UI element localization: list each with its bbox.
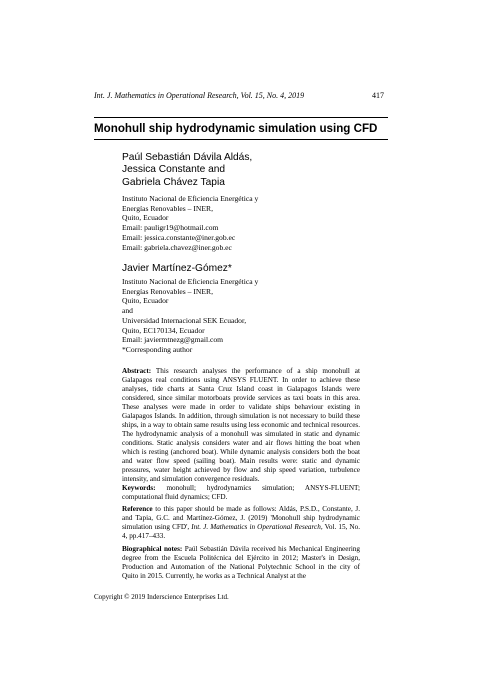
abstract xyxy=(122,367,360,484)
email-line: Email: javiermtnezg@gmail.com xyxy=(122,335,224,345)
abstract-label: Abstract: xyxy=(122,367,152,375)
paper-title: Monohull ship hydrodynamic simulation using CFD xyxy=(94,122,378,135)
affiliation-line: Quito, EC170134, Ecuador xyxy=(122,325,205,335)
affiliation-block xyxy=(122,194,382,252)
title-rule-top xyxy=(94,117,388,118)
title-rule-bottom xyxy=(94,139,388,140)
affiliation-line: Quito, Ecuador xyxy=(122,296,169,306)
email-line: Email: pauligr19@hotmail.com xyxy=(122,223,219,233)
author-line: Jessica Constante and xyxy=(122,164,226,176)
bio-label: Biographical notes: xyxy=(122,545,183,553)
affiliation-line: Quito, Ecuador xyxy=(122,213,169,223)
affiliation-block xyxy=(122,277,382,355)
keywords xyxy=(122,484,360,502)
email-line: Email: gabriela.chavez@iner.gob.ec xyxy=(122,242,232,252)
reference-volume: Vol. 15, No. 4, pp.417–433. xyxy=(122,523,361,540)
affiliation-line: Energías Renovables – INER, xyxy=(122,203,213,213)
author-line: Gabriela Chávez Tapia xyxy=(122,176,225,188)
reference xyxy=(122,505,360,541)
keywords-text: monohull; hydrodynamics simulation; ANSYS-FLUENT; computational fluid dynamics; CFD. xyxy=(122,484,361,501)
reference-journal: Int. J. Mathematics in Operational Research, xyxy=(191,523,323,531)
running-head: Int. J. Mathematics in Operational Research, Vol. 15, No. 4, 2019 xyxy=(94,91,305,100)
bio-text: Paúl Sebastián Dávila received his Mechanical Engineering degree from the Escuela Politécnica del Ejército in 2012; Master's in Design, Production and Automation of the National Polytechnic School in the city of Quito in 2015. Currently, he works as a Technical Analyst at the xyxy=(122,545,361,580)
affiliation-line: and xyxy=(122,306,133,316)
copyright-notice: Copyright © 2019 Inderscience Enterprises Ltd. xyxy=(94,593,229,601)
affiliation-line: Instituto Nacional de Eficiencia Energética y xyxy=(122,277,259,286)
corresponding-author: Javier Martínez-Gómez* xyxy=(122,263,232,274)
author-line: Paúl Sebastián Dávila Aldás, xyxy=(122,152,253,163)
biographical-notes xyxy=(122,545,360,581)
email-line: Email: jessica.constante@iner.gob.ec xyxy=(122,232,236,242)
author-list xyxy=(122,152,252,189)
keywords-label: Keywords: xyxy=(122,484,156,492)
reference-text: to this paper should be made as follows: Aldás, P.S.D., Constante, J. and Tapia, G.C. and Martínez-Gómez, J. (2019) 'Monohull ship hydrodynamic simulation using CFD', xyxy=(122,505,361,531)
page-number: 417 xyxy=(372,91,384,100)
affiliation-line: Instituto Nacional de Eficiencia Energética y xyxy=(122,194,259,203)
abstract-text: This research analyses the performance of a ship monohull at Galapagos real conditions using ANSYS FLUENT. In order to achieve these analyses, tide charts at Santa Cruz Island coast in Galapagos Islands were considered, since similar motorboats provide services as taxi boats in this area. These analyses were made in order to validate ships behaviour existing in Galapagos Islands. In addition, through simulation is not necessary to build these ships, in a way to obtain same results using less economic and technical resources. The hydrodynamic analysis of a monohull was simulated in static and dynamic conditions. Static analysis considers water and air flows hitting the boat when which is resting (anchored boat). While dynamic analysis considers both the boat and water flow speed (sailing boat). Main results were: static and dynamic pressures, water height achieved by flow and ship speed variation, turbulence intensity, and simulation convergence residuals. xyxy=(122,367,360,483)
corresponding-note: *Corresponding author xyxy=(122,344,193,354)
affiliation-line: Energías Renovables – INER, xyxy=(122,286,213,296)
reference-label: Reference xyxy=(122,505,153,513)
affiliation-line: Universidad Internacional SEK Ecuador, xyxy=(122,315,247,325)
